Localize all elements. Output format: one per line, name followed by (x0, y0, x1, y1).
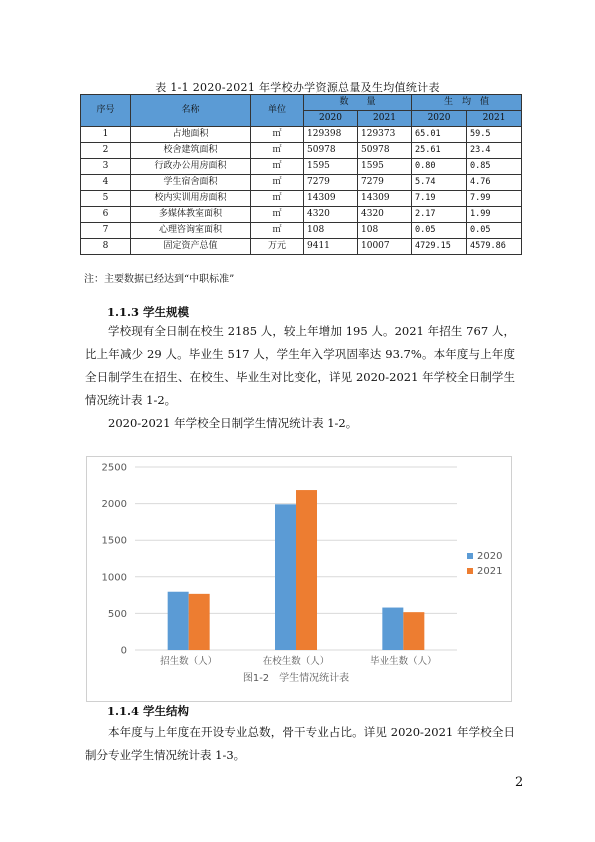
cell-p2021: 0.05 (467, 223, 522, 239)
section-heading-structure: 1.1.4 学生结构 (107, 704, 190, 718)
section-heading-scale: 1.1.3 学生规模 (107, 305, 190, 319)
cell-unit: ㎡ (251, 207, 304, 223)
table-row (81, 143, 522, 159)
cell-p2020: 7.19 (412, 191, 467, 207)
table-row (81, 127, 522, 143)
table-row (81, 175, 522, 191)
cell-unit: ㎡ (251, 175, 304, 191)
legend-swatch (467, 553, 473, 559)
cell-p2020: 0.80 (412, 159, 467, 175)
cell-q2020: 9411 (304, 239, 358, 255)
header-per-student-2020: 2020 (412, 111, 467, 127)
y-tick-label: 0 (120, 645, 127, 657)
bar-2020 (275, 504, 296, 650)
cell-p2020: 0.05 (412, 223, 467, 239)
legend-swatch (467, 568, 473, 574)
header-per-student: 生 均 值 (412, 95, 522, 111)
cell-name: 校内实训用房面积 (131, 191, 251, 207)
y-tick-label: 2000 (101, 499, 127, 511)
cell-unit: 万元 (251, 239, 304, 255)
legend-label: 2021 (477, 566, 503, 577)
cell-no: 1 (81, 127, 131, 143)
cell-q2020: 1595 (304, 159, 358, 175)
cell-q2020: 14309 (304, 191, 358, 207)
cell-q2021: 1595 (358, 159, 412, 175)
cell-unit: ㎡ (251, 159, 304, 175)
cell-no: 6 (81, 207, 131, 223)
bar-2021 (189, 594, 210, 650)
cell-q2021: 108 (358, 223, 412, 239)
table-row (81, 223, 522, 239)
table-row (81, 239, 522, 255)
cell-p2021: 4579.86 (467, 239, 522, 255)
cell-name: 行政办公用房面积 (131, 159, 251, 175)
cell-q2021: 129373 (358, 127, 412, 143)
table-caption: 表 1-1 2020-2021 年学校办学资源总量及生均值统计表 (155, 81, 440, 94)
cell-no: 2 (81, 143, 131, 159)
cell-p2021: 23.4 (467, 143, 522, 159)
chart-title: 图1-2 学生情况统计表 (242, 673, 350, 684)
x-tick-label: 毕业生数（人） (370, 656, 437, 667)
header-quantity-2021: 2021 (358, 111, 412, 127)
cell-p2020: 65.01 (412, 127, 467, 143)
cell-name: 心理咨询室面积 (131, 223, 251, 239)
student-bar-chart (87, 457, 511, 701)
y-tick-label: 2500 (101, 462, 127, 474)
x-tick-label: 在校生数（人） (262, 656, 330, 667)
cell-p2020: 4729.15 (412, 239, 467, 255)
y-tick-label: 1500 (101, 535, 127, 547)
cell-q2020: 4320 (304, 207, 358, 223)
cell-q2021: 10007 (358, 239, 412, 255)
y-tick-label: 1000 (101, 572, 127, 584)
table-row (81, 207, 522, 223)
resource-table (80, 94, 522, 255)
table-row (81, 191, 522, 207)
header-quantity-2020: 2020 (304, 111, 358, 127)
cell-no: 5 (81, 191, 131, 207)
cell-q2020: 50978 (304, 143, 358, 159)
table-note: 注：主要数据已经达到“中职标准” (84, 274, 235, 285)
header-unit: 单位 (251, 95, 304, 127)
cell-q2021: 14309 (358, 191, 412, 207)
cell-q2021: 7279 (358, 175, 412, 191)
cell-unit: ㎡ (251, 191, 304, 207)
table-row (81, 159, 522, 175)
paragraph-scale: 学校现有全日制在校生 2185 人，较上年增加 195 人。2021 年招生 767 人，比上年减少 29 人。毕业生 517 人，学生年入学巩固率达 93.7%。本年度与上年度全日制学生在招生、在校生、毕业生对比变化，详见 2020-2021 年学校全日制学生情况统计表 1-2。 (85, 324, 515, 407)
bar-2021 (403, 612, 424, 650)
header-no: 序号 (81, 95, 131, 127)
paragraph-structure: 本年度与上年度在开设专业总数，骨干专业占比。详见 2020-2021 年学校全日制分专业学生情况统计表 1-3。 (85, 725, 515, 762)
cell-p2020: 5.74 (412, 175, 467, 191)
header-per-student-2021: 2021 (467, 111, 522, 127)
cell-q2020: 7279 (304, 175, 358, 191)
bar-2020 (168, 592, 189, 650)
cell-no: 7 (81, 223, 131, 239)
cell-name: 占地面积 (131, 127, 251, 143)
cell-q2020: 108 (304, 223, 358, 239)
cell-p2021: 4.76 (467, 175, 522, 191)
cell-p2021: 1.99 (467, 207, 522, 223)
cell-p2021: 7.99 (467, 191, 522, 207)
cell-p2021: 0.85 (467, 159, 522, 175)
x-tick-label: 招生数（人） (160, 656, 218, 667)
cell-name: 学生宿舍面积 (131, 175, 251, 191)
bar-2021 (296, 490, 317, 650)
cell-q2020: 129398 (304, 127, 358, 143)
cell-unit: ㎡ (251, 127, 304, 143)
legend-label: 2020 (477, 551, 503, 562)
cell-unit: ㎡ (251, 143, 304, 159)
cell-no: 4 (81, 175, 131, 191)
header-quantity: 数 量 (304, 95, 412, 111)
cell-name: 校舍建筑面积 (131, 143, 251, 159)
y-tick-label: 500 (107, 608, 127, 620)
cell-q2021: 4320 (358, 207, 412, 223)
cell-p2021: 59.5 (467, 127, 522, 143)
cell-name: 固定资产总值 (131, 239, 251, 255)
cell-p2020: 2.17 (412, 207, 467, 223)
chart-intro: 2020-2021 年学校全日制学生情况统计表 1-2。 (108, 416, 358, 430)
header-name: 名称 (131, 95, 251, 127)
page-number: 2 (515, 775, 524, 790)
cell-unit: ㎡ (251, 223, 304, 239)
cell-no: 3 (81, 159, 131, 175)
cell-p2020: 25.61 (412, 143, 467, 159)
cell-q2021: 50978 (358, 143, 412, 159)
bar-2020 (382, 608, 403, 650)
cell-name: 多媒体教室面积 (131, 207, 251, 223)
cell-no: 8 (81, 239, 131, 255)
chart-container (86, 456, 512, 702)
